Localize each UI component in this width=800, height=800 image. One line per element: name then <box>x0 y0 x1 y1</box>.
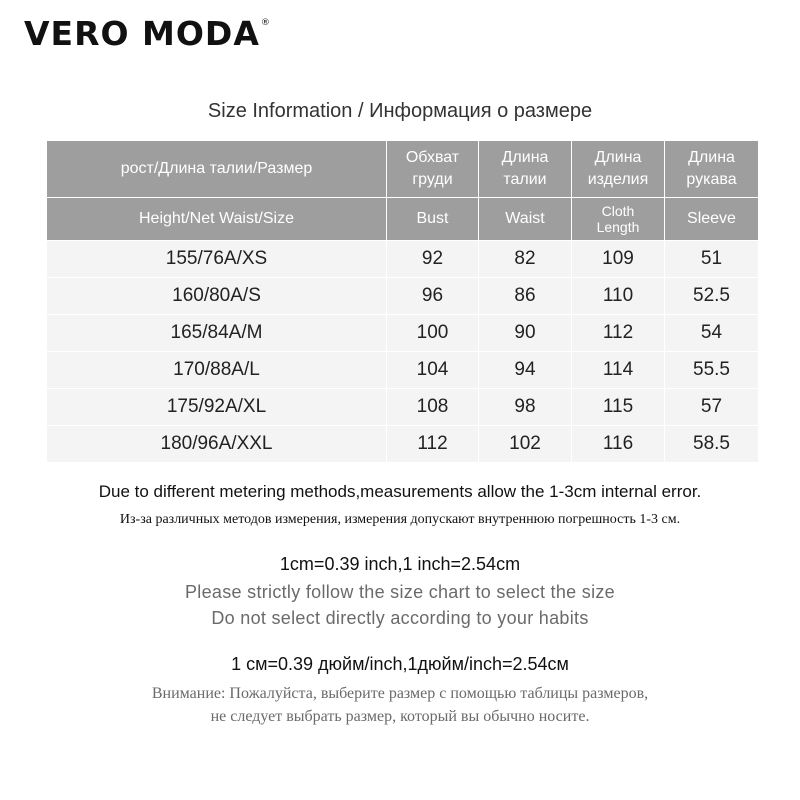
sleeve-cell: 57 <box>665 389 759 426</box>
bust-cell: 112 <box>387 426 479 463</box>
advice-line-1: Please strictly follow the size chart to select the size <box>185 582 615 602</box>
waist-cell: 82 <box>479 241 572 278</box>
waist-cell: 90 <box>479 315 572 352</box>
size-cell: 175/92A/XL <box>47 389 387 426</box>
bust-cell: 96 <box>387 278 479 315</box>
bust-cell: 104 <box>387 352 479 389</box>
bust-cell: 92 <box>387 241 479 278</box>
length-cell: 115 <box>572 389 665 426</box>
table-row <box>47 241 759 278</box>
waist-cell: 86 <box>479 278 572 315</box>
size-cell: 155/76A/XS <box>47 241 387 278</box>
warning-ru-line-2: не следует выбрать размер, который вы обычно носите. <box>210 708 590 725</box>
table-row <box>47 426 759 463</box>
header-row-ru <box>47 141 759 198</box>
conversion-note-en: 1cm=0.39 inch,1 inch=2.54cm <box>279 554 521 574</box>
waist-cell: 94 <box>479 352 572 389</box>
length-cell: 112 <box>572 315 665 352</box>
header-size-en: Height/Net Waist/Size <box>47 198 387 241</box>
header-waist-en: Waist <box>479 198 572 241</box>
waist-cell: 98 <box>479 389 572 426</box>
conversion-note-ru: 1 см=0.39 дюйм/inch,1дюйм/inch=2.54см <box>231 654 569 674</box>
waist-cell: 102 <box>479 426 572 463</box>
length-cell: 109 <box>572 241 665 278</box>
header-size-ru: рост/Длина талии/Размер <box>47 141 387 198</box>
header-waist-ru: Длина талии <box>479 141 572 198</box>
advice-line-2: Do not select directly according to your habits <box>211 608 589 628</box>
table-row <box>47 278 759 315</box>
brand-logo <box>24 14 271 53</box>
sleeve-cell: 58.5 <box>665 426 759 463</box>
sleeve-cell: 54 <box>665 315 759 352</box>
page-title: Size Information / Информация о размере <box>207 100 593 122</box>
header-length-ru: Длина изделия <box>572 141 665 198</box>
error-note-en: Due to different metering methods,measurements allow the 1-3cm internal error. <box>98 482 702 501</box>
size-cell: 180/96A/XXL <box>47 426 387 463</box>
header-bust-en: Bust <box>387 198 479 241</box>
bust-cell: 100 <box>387 315 479 352</box>
table-row <box>47 389 759 426</box>
size-cell: 165/84A/M <box>47 315 387 352</box>
header-bust-ru: Обхват груди <box>387 141 479 198</box>
size-chart-table <box>46 140 759 463</box>
table-row <box>47 315 759 352</box>
length-cell: 110 <box>572 278 665 315</box>
length-cell: 116 <box>572 426 665 463</box>
bust-cell: 108 <box>387 389 479 426</box>
registered-mark: ® <box>260 18 271 28</box>
size-cell: 160/80A/S <box>47 278 387 315</box>
header-sleeve-ru: Длина рукава <box>665 141 759 198</box>
header-sleeve-en: Sleeve <box>665 198 759 241</box>
header-length-en: Cloth Length <box>572 198 665 241</box>
sleeve-cell: 51 <box>665 241 759 278</box>
error-note-ru: Из-за различных методов измерения, измерения допускают внутреннюю погрешность 1-3 см. <box>119 512 681 527</box>
length-cell: 114 <box>572 352 665 389</box>
sleeve-cell: 52.5 <box>665 278 759 315</box>
warning-ru-line-1: Внимание: Пожалуйста, выберите размер с помощью таблицы размеров, <box>151 685 649 702</box>
sleeve-cell: 55.5 <box>665 352 759 389</box>
size-cell: 170/88A/L <box>47 352 387 389</box>
header-row-en <box>47 198 759 241</box>
table-row <box>47 352 759 389</box>
brand-name: VERO MODA <box>24 14 260 53</box>
